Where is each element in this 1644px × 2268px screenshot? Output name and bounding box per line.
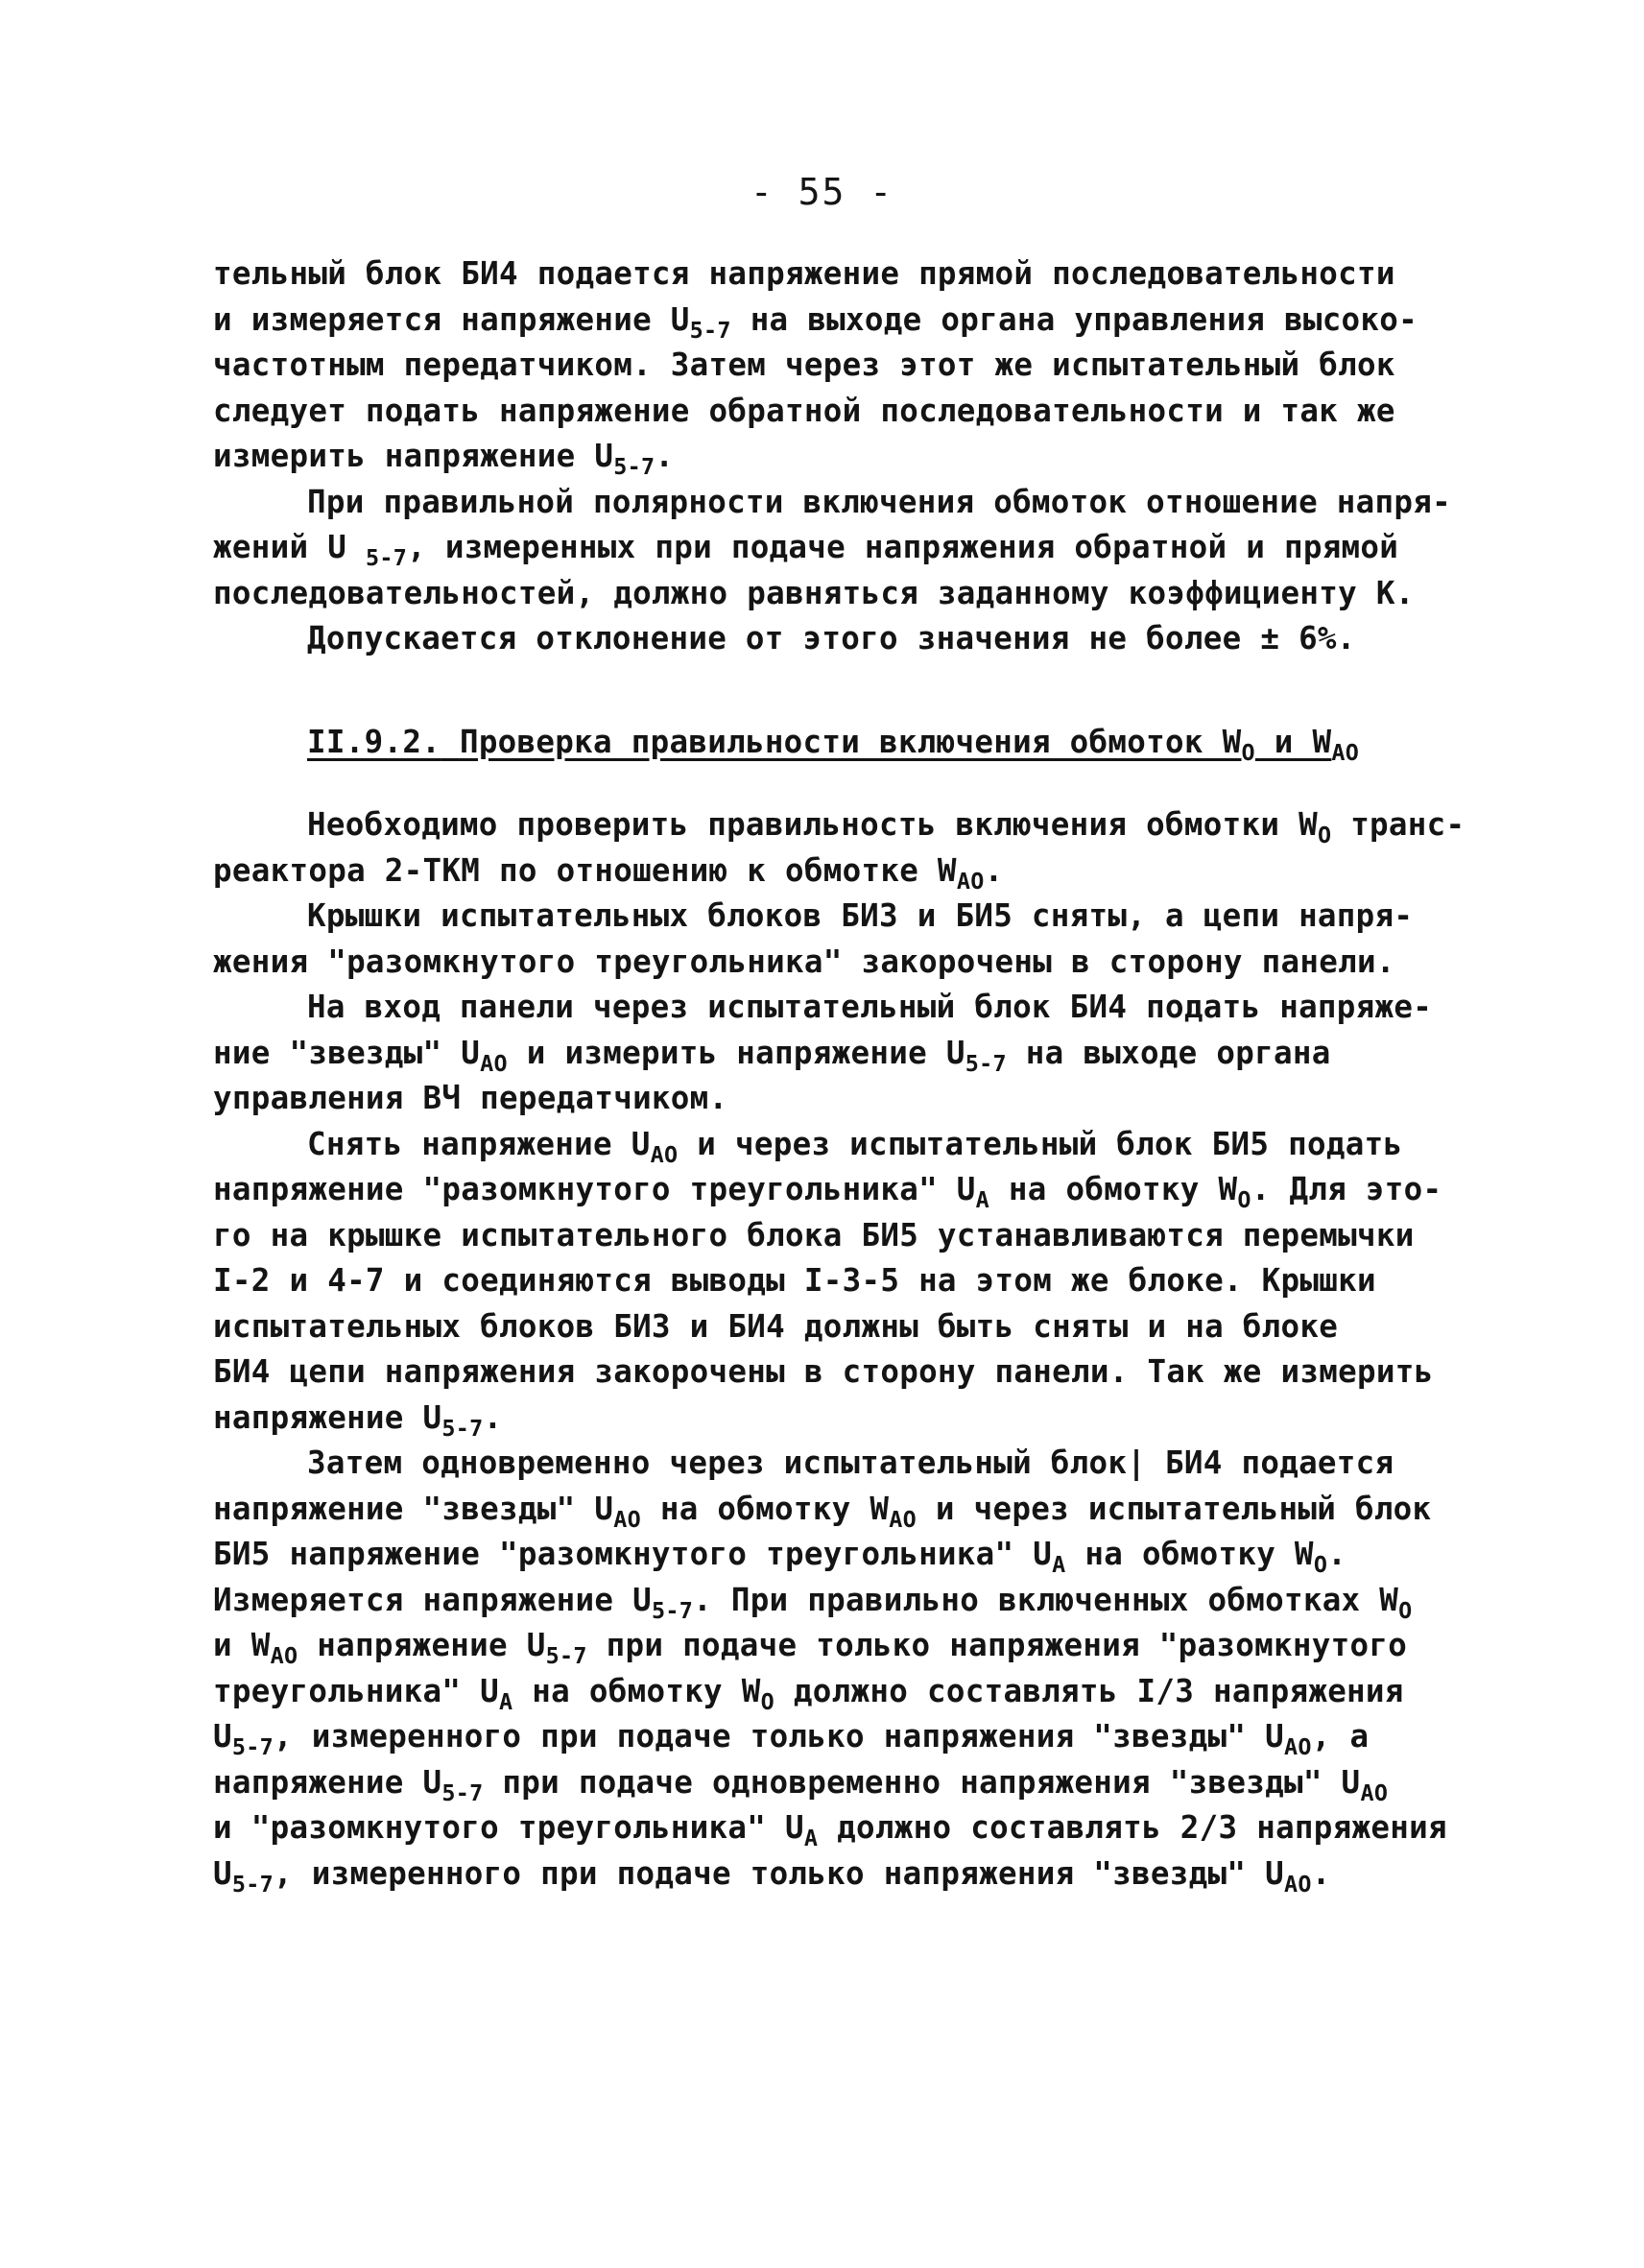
text-line: $U_{5-7}$, измеренного при подаче только напряжения "звезды" $U_{AO}$. [213, 1854, 1331, 1898]
text-line: следует подать напряжение обратной последовательности и так же [213, 392, 1395, 429]
text-line: БИ4 цепи напряжения закорочены в сторону панели. Так же измерить [213, 1353, 1434, 1390]
text-line: и $W_{AO}$ напряжение $U_{5-7}$ при подаче только напряжения "разомкнутого [213, 1627, 1408, 1670]
section-title: Проверка правильности включения обмоток $W_O$ и $W_{AO}$ [459, 724, 1360, 767]
text-line: треугольника" $U_A$ на обмотку $W_O$ должно составлять I/3 напряжения [213, 1672, 1404, 1715]
text-line: последовательностей, должно равняться заданному коэффициенту К. [213, 574, 1415, 611]
text-line: Затем одновременно через испытательный блок| БИ4 подается [307, 1444, 1394, 1481]
text-line: напряжение "звезды" $U_{AO}$ на обмотку $W_{AO}$ и через испытательный блок [213, 1490, 1432, 1533]
text-line: $U_{5-7}$, измеренного при подаче только напряжения "звезды" $U_{AO}$, а [213, 1718, 1370, 1761]
text-line: При правильной полярности включения обмоток отношение напря- [307, 483, 1451, 520]
text-block-intro [213, 251, 1461, 662]
text-line: БИ5 напряжение "разомкнутого треугольника" $U_A$ на обмотку $W_O$. [213, 1536, 1347, 1579]
section-heading [213, 720, 1461, 766]
text-line: Допускается отклонение от этого значения не более ± 6%. [307, 620, 1356, 657]
text-line: и "разомкнутого треугольника" $U_A$ должно составлять 2/3 напряжения [213, 1809, 1447, 1852]
text-line: частотным передатчиком. Затем через этот же испытательный блок [213, 346, 1395, 383]
text-line: ние "звезды" $U_{AO}$ и измерить напряжение $U_{5-7}$ на выходе органа [213, 1034, 1331, 1077]
text-line: Необходимо проверить правильность включения обмотки $W_O$ транс- [307, 806, 1465, 849]
text-line: и измеряется напряжение $U_{5-7}$ на выходе органа управления высоко- [213, 300, 1418, 344]
text-line: го на крышке испытательного блока БИ5 устанавливаются перемычки [213, 1216, 1415, 1253]
text-line: Крышки испытательных блоков БИЗ и БИ5 сняты, а цепи напря- [307, 897, 1414, 934]
text-line: реактора 2-ТКМ по отношению к обмотке $W_{AO}$. [213, 851, 1004, 895]
text-line: испытательных блоков БИЗ и БИ4 должны быть сняты и на блоке [213, 1307, 1339, 1345]
text-line: жений U $_{5-7}$, измеренных при подаче напряжения обратной и прямой [213, 529, 1399, 572]
text-line: управления ВЧ передатчиком. [213, 1080, 728, 1116]
text-line: напряжение $U_{5-7}$ при подаче одновременно напряжения "звезды" $U_{AO}$ [213, 1763, 1389, 1806]
text-line: напряжение $U_{5-7}$. [213, 1398, 503, 1442]
text-line: I-2 и 4-7 и соединяются выводы I-3-5 на этом же блоке. Крышки [213, 1262, 1376, 1299]
text-line: измерить напряжение $U_{5-7}$. [213, 438, 675, 481]
text-line: тельный блок БИ4 подается напряжение прямой последовательности [213, 255, 1395, 292]
text-line: жения "разомкнутого треугольника" закорочены в сторону панели. [213, 943, 1395, 980]
section-number: II.9.2. [307, 724, 441, 760]
text-block-procedure [213, 802, 1465, 1898]
text-line: Снять напряжение $U_{AO}$ и через испытательный блок БИ5 подать [307, 1125, 1403, 1168]
text-line: Измеряется напряжение $U_{5-7}$. При правильно включенных обмотках $W_O$ [213, 1581, 1413, 1624]
text-line: На вход панели через испытательный блок БИ4 подать напряже- [307, 989, 1433, 1025]
page-number: - 55 - [750, 171, 894, 213]
text-line: напряжение "разомкнутого треугольника" $U_A$ на обмотку $W_O$. Для это- [213, 1171, 1442, 1214]
